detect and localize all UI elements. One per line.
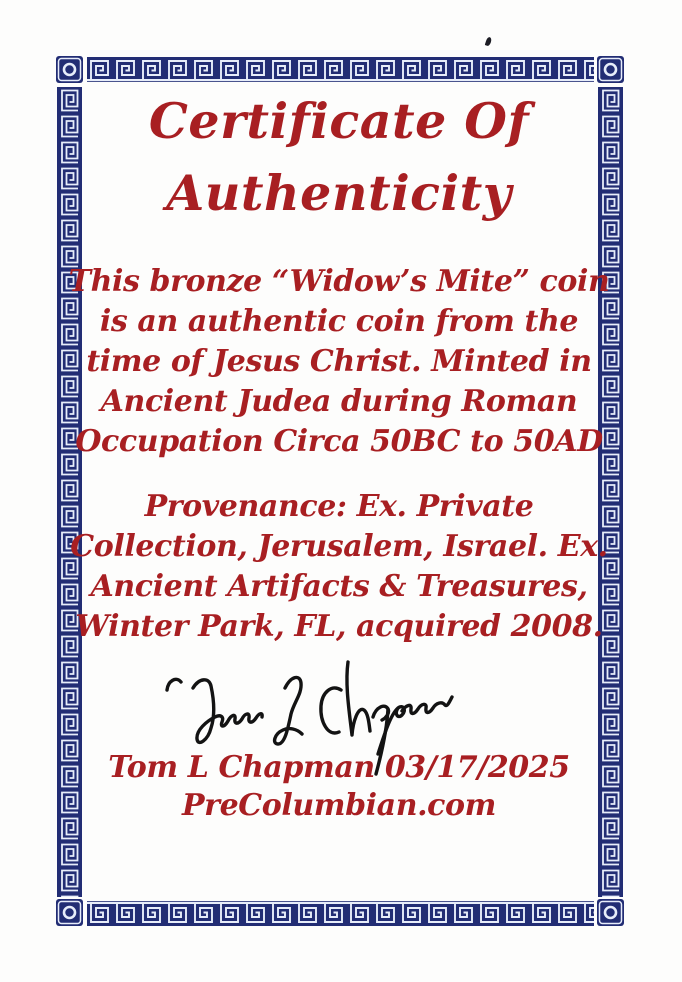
border-band-top: [87, 57, 594, 82]
provenance-line: Ancient Artifacts & Treasures,: [90, 569, 588, 604]
border-band-bottom: [87, 901, 594, 926]
provenance-line: Provenance: Ex. Private: [144, 489, 534, 524]
website-line: PreColumbian.com: [182, 788, 496, 823]
corner-ring-icon: [597, 56, 624, 83]
provenance-paragraph: [60, 487, 618, 647]
description-line: This bronze “Widow’s Mite” coin: [68, 264, 610, 299]
corner-ring-icon: [597, 899, 624, 926]
description-line: is an authentic coin from the: [99, 304, 579, 339]
signer-date-line: Tom L Chapman 03/17/2025: [108, 750, 570, 785]
title-line-1: Certificate Of: [148, 92, 530, 150]
description-line: Ancient Judea during Roman: [100, 384, 578, 419]
provenance-line: Collection, Jerusalem, Israel. Ex.: [70, 529, 608, 564]
signature-handwriting: [155, 648, 475, 783]
description-paragraph: [60, 262, 618, 462]
corner-ring-icon: [56, 56, 83, 83]
title-line-2: Authenticity: [166, 164, 512, 222]
description-line: time of Jesus Christ. Minted in: [86, 344, 592, 379]
provenance-line: Winter Park, FL, acquired 2008.: [75, 609, 603, 644]
certificate-title: [60, 85, 618, 229]
description-line: Occupation Circa 50BC to 50AD: [75, 424, 603, 459]
corner-ring-icon: [56, 899, 83, 926]
